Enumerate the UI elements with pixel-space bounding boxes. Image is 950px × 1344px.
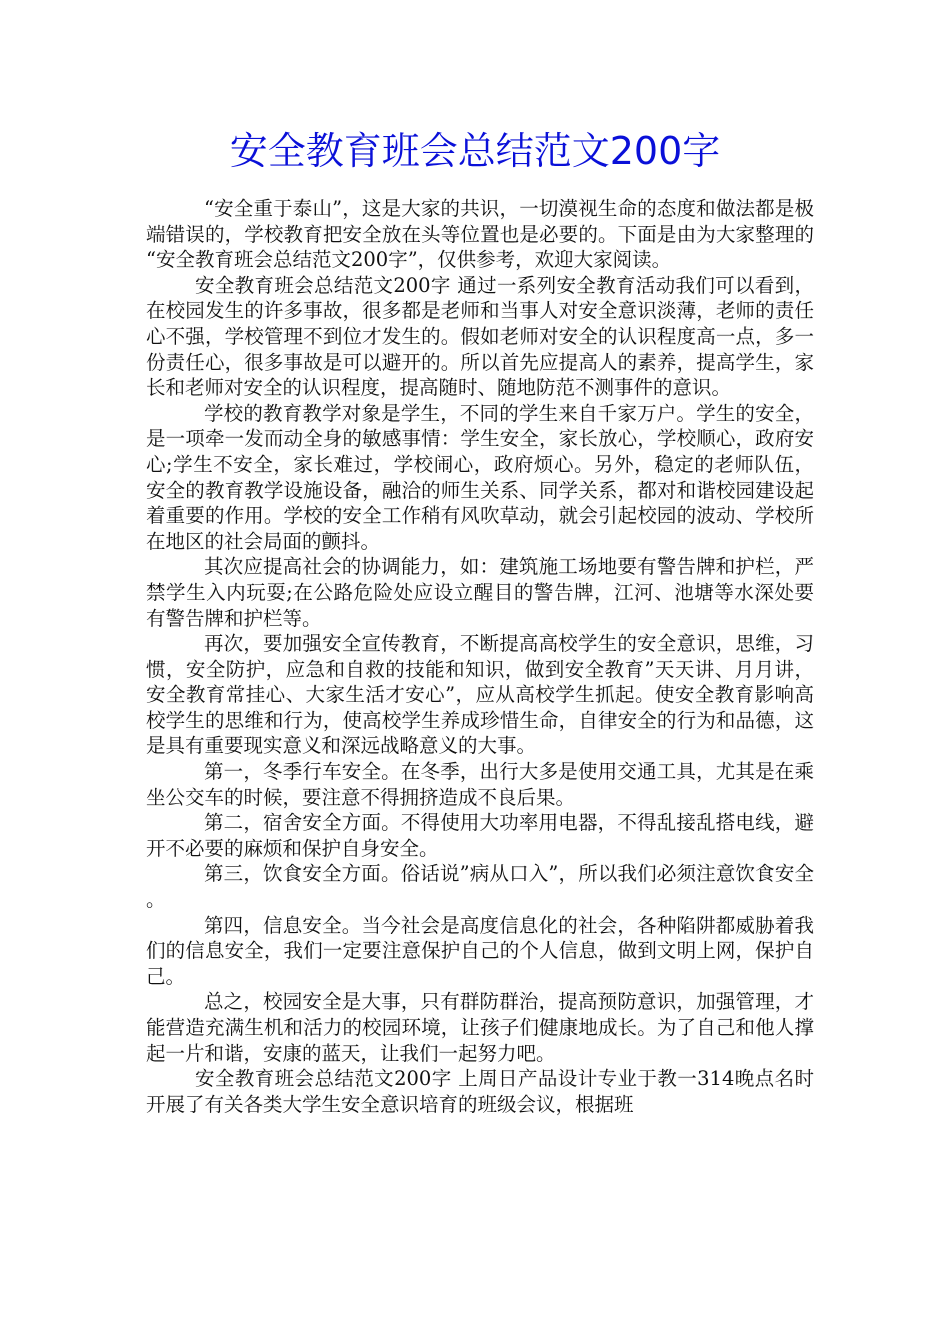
paragraph-point-2: 第二，宿舍安全方面。不得使用大功率用电器，不得乱接乱搭电线，避开不必要的麻烦和保护自身安全。 — [146, 811, 814, 860]
paragraph-conclusion: 总之，校园安全是大事，只有群防群治，提高预防意识，加强管理，才能营造充满生机和活力的校园环境，让孩子们健康地成长。为了自己和他人撑起一片和谐，安康的蓝天，让我们一起努力吧。 — [146, 990, 814, 1065]
document-title: 安全教育班会总结范文200字 — [229, 129, 721, 173]
paragraph-summary-1: 安全教育班会总结范文200字 通过一系列安全教育活动我们可以看到，在校园发生的许多事故，很多都是老师和当事人对安全意识淡薄，老师的责任心不强，学校管理不到位才发生的。假如老师对安全的认识程度高一点，多一份责任心，很多事故是可以避开的。所以首先应提高人的素养，提高学生，家长和老师对安全的认识程度，提高随时、随地防范不测事件的意识。 — [146, 273, 814, 400]
paragraph-summary-2: 安全教育班会总结范文200字 上周日产品设计专业于教一314晚点名时开展了有关各类大学生安全意识培育的班级会议，根据班 — [146, 1067, 814, 1116]
paragraph-intro: “安全重于泰山”，这是大家的共识，一切漠视生命的态度和做法都是极端错误的，学校教育把安全放在头等位置也是必要的。下面是由为大家整理的“安全教育班会总结范文200字”，仅供参考，欢迎大家阅读。 — [146, 197, 814, 272]
document-body — [146, 196, 814, 1117]
paragraph-society: 其次应提高社会的协调能力，如：建筑施工场地要有警告牌和护栏，严禁学生入内玩耍;在公路危险处应设立醒目的警告牌，江河、池塘等水深处要有警告牌和护栏等。 — [146, 555, 814, 630]
paragraph-point-1: 第一，冬季行车安全。在冬季，出行大多是使用交通工具，尤其是在乘坐公交车的时候，要注意不得拥挤造成不良后果。 — [146, 760, 814, 809]
paragraph-point-4: 第四，信息安全。当今社会是高度信息化的社会，各种陷阱都威胁着我们的信息安全，我们一定要注意保护自己的个人信息，做到文明上网，保护自己。 — [146, 913, 814, 988]
paragraph-point-3: 第三，饮食安全方面。俗话说”病从口入”，所以我们必须注意饮食安全。 — [146, 862, 814, 912]
paragraph-publicity: 再次，要加强安全宣传教育，不断提高高校学生的安全意识，思维，习惯，安全防护，应急和自救的技能和知识，做到安全教育”天天讲、月月讲，安全教育常挂心、大家生活才安心”，应从高校学生抓起。使安全教育影响高校学生的思维和行为，使高校学生养成珍惜生命，自律安全的行为和品德，这是具有重要现实意义和深远战略意义的大事。 — [146, 632, 814, 758]
paragraph-students: 学校的教育教学对象是学生，不同的学生来自千家万户。学生的安全，是一项牵一发而动全身的敏感事情：学生安全，家长放心，学校顺心，政府安心;学生不安全，家长难过，学校闹心，政府烦心。另外，稳定的老师队伍，安全的教育教学设施设备，融洽的师生关系、同学关系，都对和谐校园建设起着重要的作用。学校的安全工作稍有风吹草动，就会引起校园的波动、学校所在地区的社会局面的颤抖。 — [146, 401, 814, 553]
